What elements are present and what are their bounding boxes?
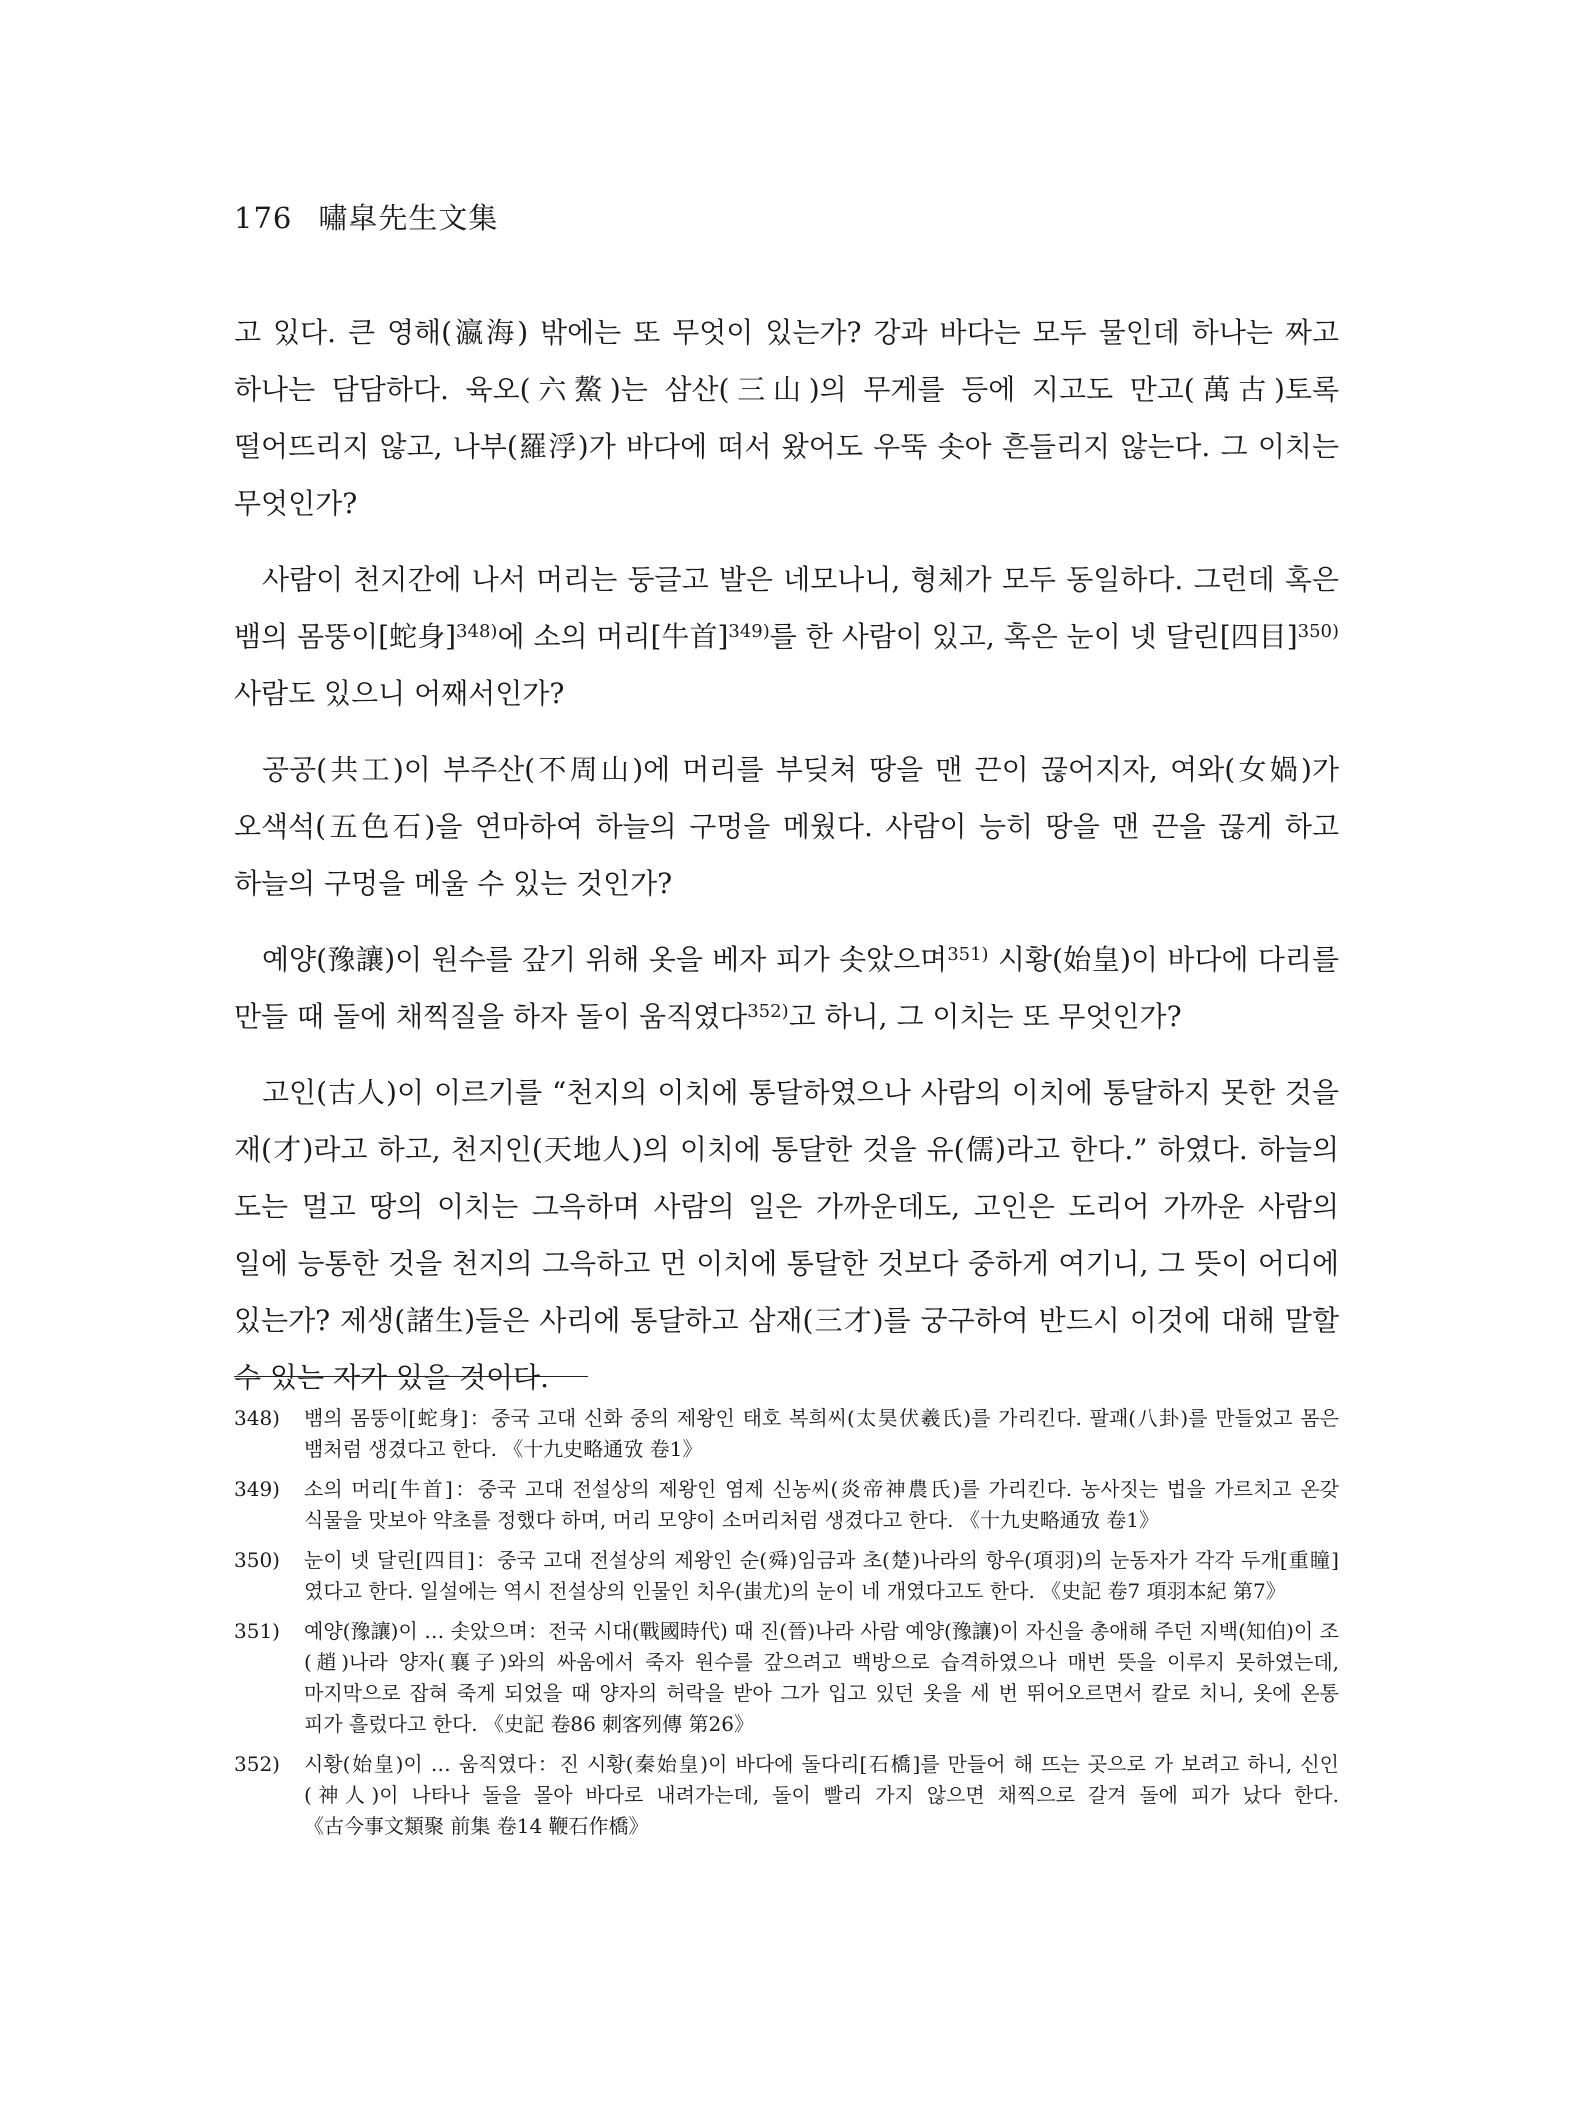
paragraph-2-text-d: 사람도 있으니 어째서인가?	[234, 677, 565, 710]
footnotes	[234, 1403, 1339, 1851]
footnote-text: 시황(始皇)이 … 움직였다：진 시황(秦始皇)이 바다에 돌다리[石橋]를 만들어 해 뜨는 곳으로 가 보려고 하니, 신인(神人)이 나타나 돌을 몰아 바다로 내려가는데, 돌이 빨리 가지 않으면 채찍으로 갈겨 돌에 피가 났다 한다. 《古今事文類聚 前集 卷14 鞭石作橋》	[304, 1752, 1339, 1838]
footnote-ref-348[interactable]: 348)	[456, 621, 498, 642]
footnote-number: 348)	[234, 1406, 280, 1430]
paragraph-2-text-a: 사람이 천지간에 나서 머리는 둥글고 발은 네모나니, 형체가 모두 동일하다. 그런데 혹은 뱀의 몸뚱이[蛇身]	[234, 563, 1339, 653]
footnote-351	[234, 1616, 1339, 1740]
paragraph-2-text-c: 를 한 사람이 있고, 혹은 눈이 넷 달린[四目]	[769, 620, 1298, 653]
footnote-number: 350)	[234, 1548, 280, 1572]
running-header	[234, 196, 498, 237]
footnote-text: 소의 머리[牛首]：중국 고대 전설상의 제왕인 염제 신농씨(炎帝神農氏)를 가리킨다. 농사짓는 법을 가르치고 온갖 식물을 맛보아 약초를 정했다 하며, 머리 모양이 소머리처럼 생겼다고 한다. 《十九史略通攷 卷1》	[304, 1477, 1339, 1532]
footnote-349	[234, 1474, 1339, 1536]
paragraph-2	[234, 551, 1339, 722]
paragraph-2-text-b: 에 소의 머리[牛首]	[497, 620, 729, 653]
book-title: 嘯皐先生文集	[318, 201, 499, 235]
footnote-number: 351)	[234, 1619, 280, 1643]
footnote-ref-349[interactable]: 349)	[728, 621, 770, 642]
paragraph-4	[234, 931, 1339, 1045]
footnote-ref-351[interactable]: 351)	[947, 944, 989, 965]
paragraph-1: 고 있다. 큰 영해(瀛海) 밖에는 또 무엇이 있는가? 강과 바다는 모두 물인데 하나는 짜고 하나는 담담하다. 육오(六鰲)는 삼산(三山)의 무게를 등에 지고도 만고(萬古)토록 떨어뜨리지 않고, 나부(羅浮)가 바다에 떠서 왔어도 우뚝 솟아 흔들리지 않는다. 그 이치는 무엇인가?	[234, 316, 1340, 520]
footnote-348	[234, 1403, 1339, 1465]
footnote-number: 352)	[234, 1752, 280, 1776]
paragraph-5: 고인(古人)이 이르기를 “천지의 이치에 통달하였으나 사람의 이치에 통달하지 못한 것을 재(才)라고 하고, 천지인(天地人)의 이치에 통달한 것을 유(儒)라고 한다.” 하였다. 하늘의 도는 멀고 땅의 이치는 그윽하며 사람의 일은 가까운데도, 고인은 도리어 가까운 사람의 일에 능통한 것을 천지의 그윽하고 먼 이치에 통달한 것보다 중하게 여기니, 그 뜻이 어디에 있는가? 제생(諸生)들은 사리에 통달하고 삼재(三才)를 궁구하여 반드시 이것에 대해 말할 수 있는 자가 있을 것이다.	[234, 1076, 1339, 1394]
main-text	[234, 304, 1339, 1425]
paragraph-4-text-c: 고 하니, 그 이치는 또 무엇인가?	[788, 1000, 1182, 1033]
footnote-ref-352[interactable]: 352)	[747, 1001, 789, 1022]
page-number: 176	[234, 201, 293, 235]
footnote-ref-350[interactable]: 350)	[1297, 621, 1340, 642]
paragraph-4-text-b: 시황(始皇)이 바다에 다리를 만들 때 돌에 채찍질을 하자 돌이 움직였다	[234, 943, 1339, 1033]
footnote-352	[234, 1749, 1339, 1842]
footnote-text: 예양(豫讓)이 … 솟았으며：전국 시대(戰國時代) 때 진(晉)나라 사람 예양(豫讓)이 자신을 총애해 주던 지백(知伯)이 조(趙)나라 양자(襄子)와의 싸움에서 죽자 원수를 갚으려고 백방으로 습격하였으나 매번 뜻을 이루지 못하였는데, 마지막으로 잡혀 죽게 되었을 때 양자의 허락을 받아 그가 입고 있던 옷을 세 번 뛰어오르면서 칼로 치니, 옷에 온통 피가 흘렀다고 한다. 《史記 卷86 刺客列傳 第26》	[304, 1619, 1339, 1736]
footnote-number: 349)	[234, 1477, 280, 1501]
footnote-350	[234, 1545, 1339, 1607]
footnote-text: 뱀의 몸뚱이[蛇身]：중국 고대 신화 중의 제왕인 태호 복희씨(太昊伏羲氏)를 가리킨다. 팔괘(八卦)를 만들었고 몸은 뱀처럼 생겼다고 한다. 《十九史略通攷 卷1》	[304, 1406, 1339, 1461]
paragraph-3: 공공(共工)이 부주산(不周山)에 머리를 부딪쳐 땅을 맨 끈이 끊어지자, 여와(女媧)가 오색석(五色石)을 연마하여 하늘의 구멍을 메웠다. 사람이 능히 땅을 맨 끈을 끊게 하고 하늘의 구멍을 메울 수 있는 것인가?	[234, 753, 1339, 900]
footnote-text: 눈이 넷 달린[四目]：중국 고대 전설상의 제왕인 순(舜)임금과 초(楚)나라의 항우(項羽)의 눈동자가 각각 두개[重瞳]였다고 한다. 일설에는 역시 전설상의 인물인 치우(蚩尤)의 눈이 네 개였다고도 한다. 《史記 卷7 項羽本紀 第7》	[304, 1548, 1339, 1603]
footnote-divider	[234, 1376, 588, 1377]
paragraph-4-text-a: 예양(豫讓)이 원수를 갚기 위해 옷을 베자 피가 솟았으며	[262, 943, 948, 976]
